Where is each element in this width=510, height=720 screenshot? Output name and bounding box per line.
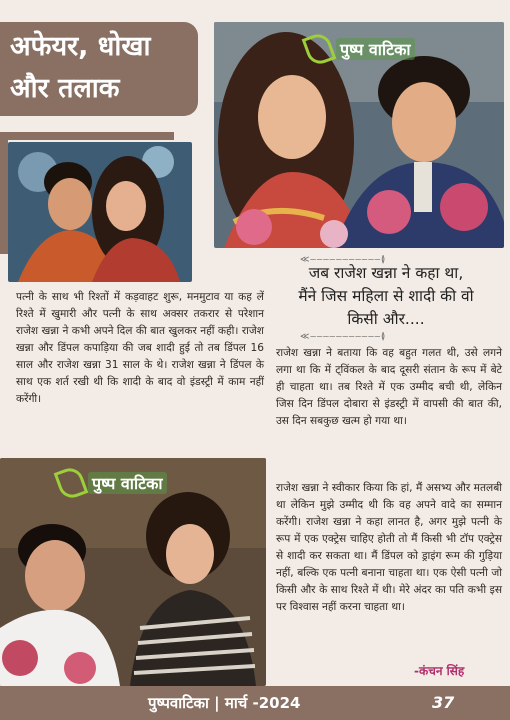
watermark-logo-bottom: [58, 468, 167, 498]
article-heading: [268, 262, 504, 331]
bottom-photo: [0, 458, 266, 686]
heading-line-2: मैंने जिस महिला से शादी की वो: [298, 287, 474, 305]
couple-photo: [8, 142, 192, 282]
watermark-text: पुष्प वाटिका: [336, 38, 415, 60]
page-number: 37: [432, 693, 455, 712]
title-line-2: और तलाक: [10, 73, 120, 104]
footer-magazine: पुष्पवाटिका | मार्च -2024: [148, 694, 301, 712]
leaf-logo-icon-bottom: [54, 464, 89, 501]
right-paragraph-1: राजेश खन्ना ने बताया कि वह बहुत गलत थी, उसे लगने लगा था कि में ट्विंकल के बाद दूसरी संतान के रूप में बेटे ही चाहता था। तब रिश्ते में एक उम्मीद बची थी, लेकिन जिस दिन डिंपल दोबारा से इंडस्ट्री में वापसी की बात की, उस दिन सबकुछ खत्म हो गया था।: [276, 347, 502, 427]
author-signature: -कंचन सिंह: [414, 664, 465, 678]
heading-divider-bottom: ≪———————————≬: [300, 332, 387, 342]
decor-block-strip: [0, 132, 174, 140]
heading-divider-top: ≪———————————≬: [300, 255, 387, 265]
watermark-logo: [306, 34, 415, 64]
article-title: [0, 22, 198, 116]
right-paragraph-2: राजेश खन्ना ने स्वीकार किया कि हां, मैं असभ्य और मतलबी था लेकिन मुझे उम्मीद थी कि वह अपने वादे का सम्मान करेंगी। राजेश खन्ना ने कहा लानत है, अगर मुझे पत्नी के रूप में एक एक्ट्रेस चाहिए होती तो मैं किसी भी टॉप एक्ट्रेस से शादी कर सकता था। मैं डिंपल को ड्राइंग रूम की गुड़िया नहीं, बल्कि एक पत्नी बनाना चाहता था। एक ऐसी पत्नी जो किसी और के साथ रिश्ते में थी। मेरे अंदर का पति कभी इस पर विश्वास नहीं करना चाहता था।: [276, 482, 502, 613]
watermark-text-bottom: पुष्प वाटिका: [88, 472, 167, 494]
leaf-logo-icon: [302, 30, 337, 67]
wedding-photo: [214, 22, 504, 248]
page-footer: [0, 686, 510, 720]
decor-block-top: [0, 132, 8, 254]
heading-line-1: जब राजेश खन्ना ने कहा था,: [308, 264, 464, 282]
left-paragraph: पत्नी के साथ भी रिश्तों में कड़वाहट शुरू, मनमुटाव या कह लें रिश्ते में खुमारी और पत्नी के साथ अक्सर तकरार से परेशान राजेश खन्ना ने कभी अपने दिल की बात खुलकर नहीं कही। राजेश खन्ना और डिंपल कपाड़िया की जब शादी हुई तो तब डिंपल 16 साल और राजेश खन्ना 31 साल के थे। राजेश खन्ना ने डिंपल के साथ एक शर्त रखी थी कि शादी के बाद वो इंडस्ट्री में काम नहीं करेंगी।: [16, 291, 264, 405]
heading-line-3: किसी और....: [347, 310, 425, 328]
title-line-1: अफेयर, धोखा: [10, 31, 151, 62]
